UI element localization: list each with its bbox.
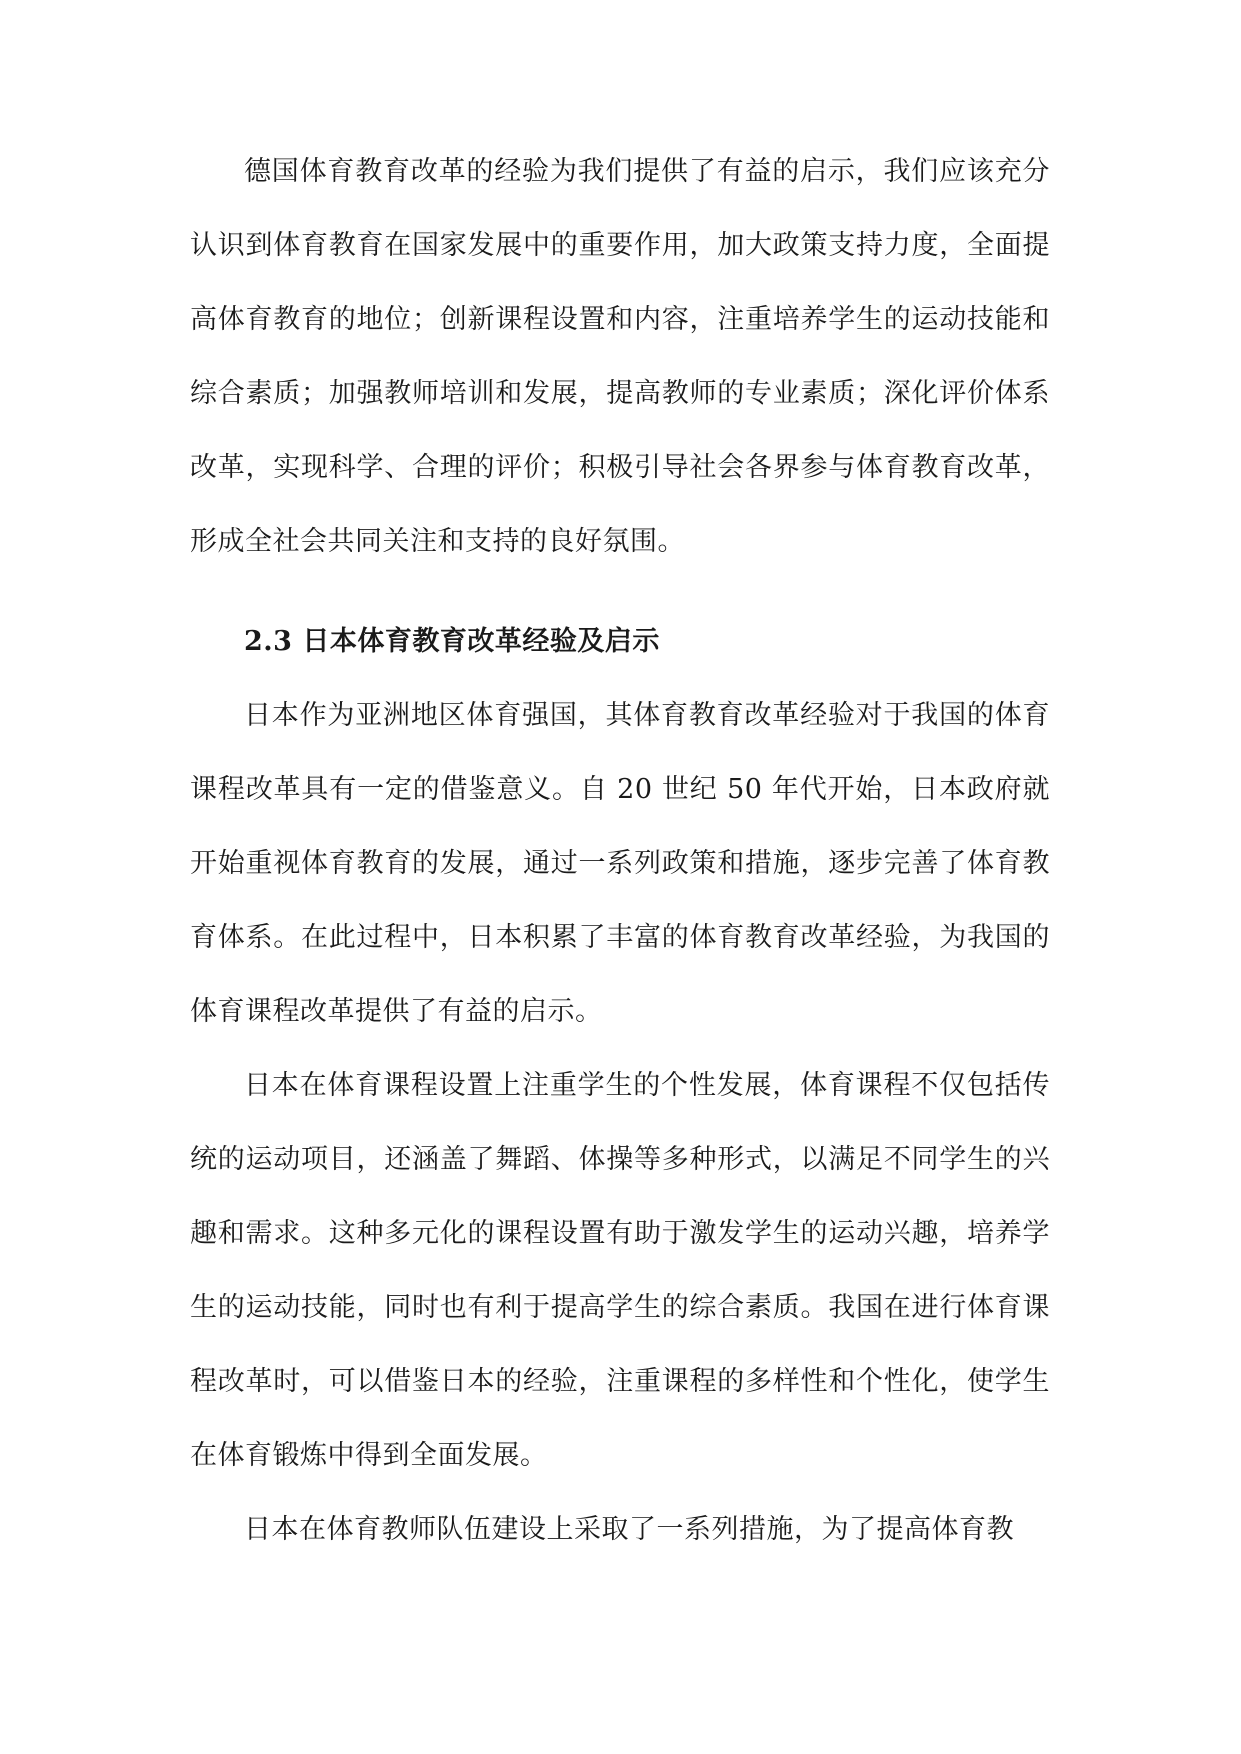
document-body	[190, 135, 1050, 1567]
paragraph-japan-intro: 日本作为亚洲地区体育强国，其体育教育改革经验对于我国的体育课程改革具有一定的借鉴意义。自 20 世纪 50 年代开始，日本政府就开始重视体育教育的发展，通过一系列政策和措施，逐步完善了体育教育体系。在此过程中，日本积累了丰富的体育教育改革经验，为我国的体育课程改革提供了有益的启示。	[190, 700, 1050, 1027]
paragraph-japan-curriculum: 日本在体育课程设置上注重学生的个性发展，体育课程不仅包括传统的运动项目，还涵盖了舞蹈、体操等多种形式，以满足不同学生的兴趣和需求。这种多元化的课程设置有助于激发学生的运动兴趣，培养学生的运动技能，同时也有利于提高学生的综合素质。我国在进行体育课程改革时，可以借鉴日本的经验，注重课程的多样性和个性化，使学生在体育锻炼中得到全面发展。	[190, 1070, 1050, 1471]
paragraph-germany-lessons: 德国体育教育改革的经验为我们提供了有益的启示，我们应该充分认识到体育教育在国家发展中的重要作用，加大政策支持力度，全面提高体育教育的地位；创新课程设置和内容，注重培养学生的运动技能和综合素质；加强教师培训和发展，提高教师的专业素质；深化评价体系改革，实现科学、合理的评价；积极引导社会各界参与体育教育改革，形成全社会共同关注和支持的良好氛围。	[190, 156, 1050, 557]
section-heading-2-3: 2.3 日本体育教育改革经验及启示	[244, 626, 660, 657]
paragraph-japan-teachers: 日本在体育教师队伍建设上采取了一系列措施，为了提高体育教	[244, 1514, 1014, 1545]
